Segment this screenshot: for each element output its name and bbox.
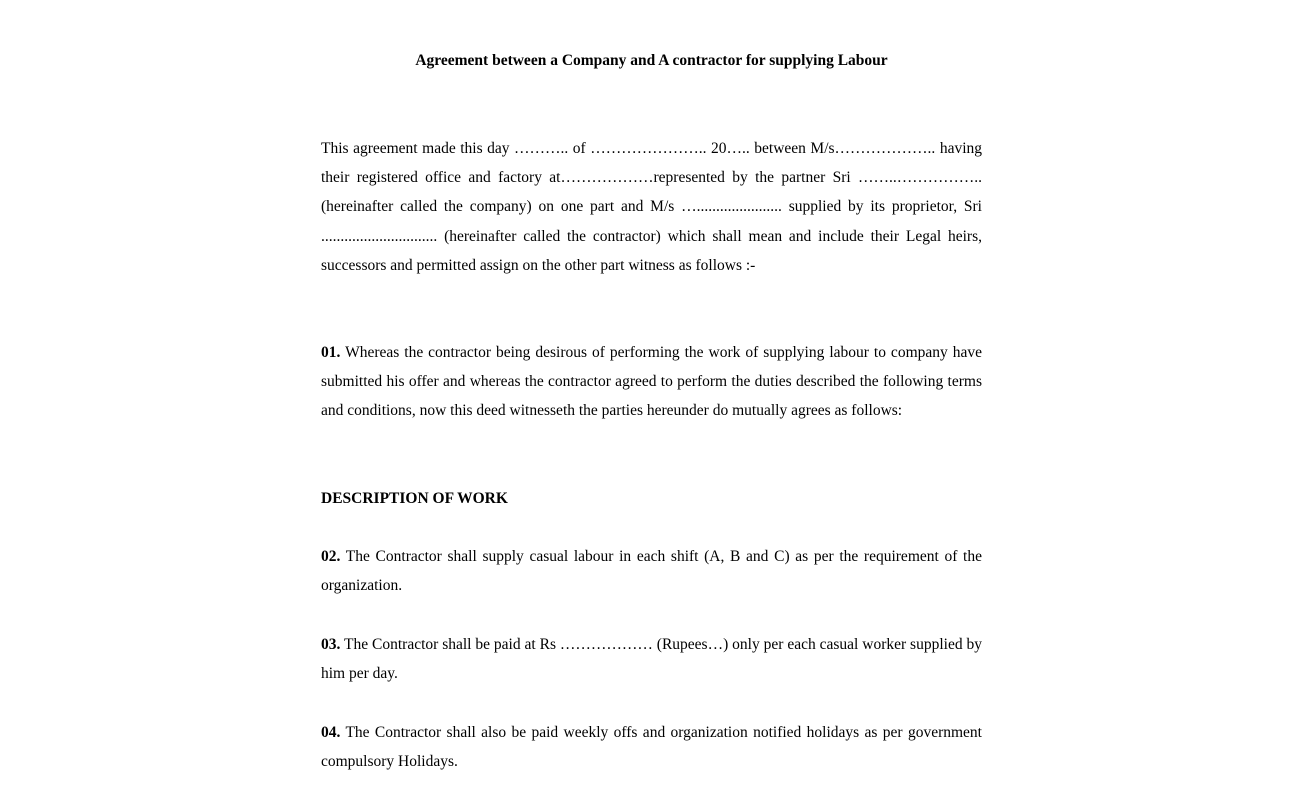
clause-02 xyxy=(321,542,982,600)
clause-text: Whereas the contractor being desirous of performing the work of supplying labour to company have submitted his offer and whereas the contractor agreed to perform the duties described the following terms and conditions, now this deed witnesseth the parties hereunder do mutually agrees as follows: xyxy=(321,344,982,420)
clause-number: 02. xyxy=(321,548,341,565)
clause-text: The Contractor shall also be paid weekly offs and organization notified holidays as per government compulsory Holidays. xyxy=(321,724,982,771)
clause-01 xyxy=(321,338,982,426)
clause-03 xyxy=(321,630,982,688)
section-heading-description-of-work: DESCRIPTION OF WORK xyxy=(321,490,508,507)
clause-number: 04. xyxy=(321,724,341,741)
clause-text: The Contractor shall supply casual labour in each shift (A, B and C) as per the requirement of the organization. xyxy=(321,548,982,595)
clause-number: 03. xyxy=(321,636,341,653)
clause-04 xyxy=(321,718,982,776)
clause-text: The Contractor shall be paid at Rs ……………… (Rupees…) only per each casual worker supplied by him per day. xyxy=(321,636,982,683)
intro-paragraph: This agreement made this day ……….. of ………………….. 20….. between M/s……………….. having their registered office and factory at………………represented by the partner Sri ……..…………….. (hereinafter called the company) on one part and M/s …...................... supplied by its proprietor, Sri .............................. (hereinafter called the contractor) which shall mean and include their Legal heirs, successors and permitted assign on the other part witness as follows :- xyxy=(321,140,982,274)
document-title: Agreement between a Company and A contractor for supplying Labour xyxy=(415,52,888,69)
clause-number: 01. xyxy=(321,344,341,361)
